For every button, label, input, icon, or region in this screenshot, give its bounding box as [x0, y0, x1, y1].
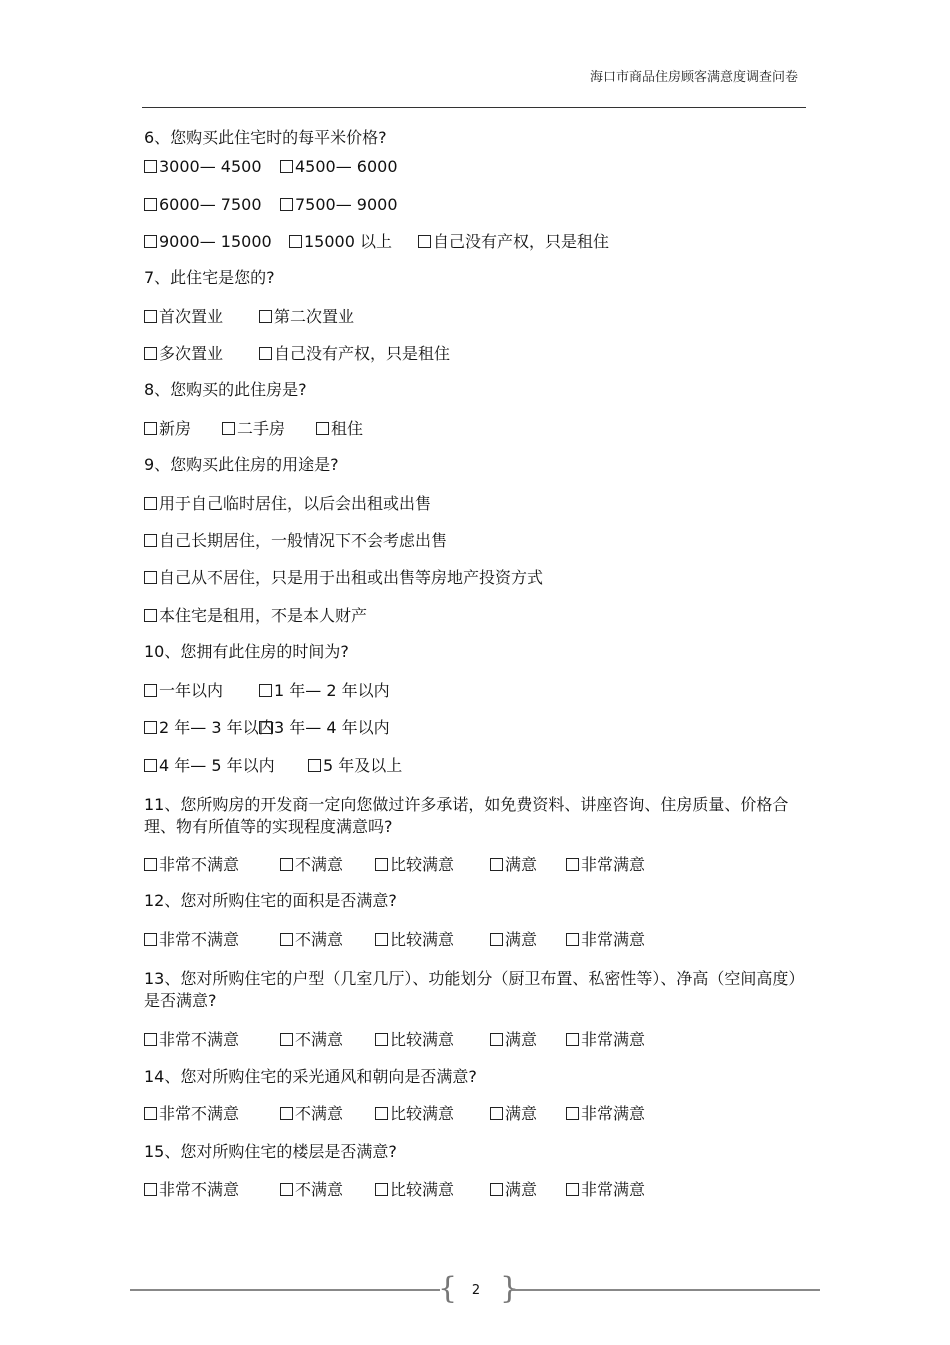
option-label: 15000 以上: [304, 232, 392, 251]
option-label: 自己没有产权，只是租住: [433, 232, 610, 251]
option-item[interactable]: [566, 1104, 645, 1124]
checkbox-icon[interactable]: [375, 1107, 388, 1120]
checkbox-icon[interactable]: [144, 310, 157, 323]
option-label: 非常满意: [581, 1030, 646, 1049]
question-11-text: 11、您所购房的开发商一定向您做过许多承诺，如免费资料、讲座咨询、住房质量、价格合理、物有所值等的实现程度满意吗?: [144, 795, 789, 836]
option-label: 满意: [505, 1030, 538, 1049]
option-item[interactable]: [289, 232, 392, 252]
option-item[interactable]: [144, 568, 543, 588]
option-label: 非常满意: [581, 1180, 646, 1199]
checkbox-icon[interactable]: [280, 1107, 293, 1120]
checkbox-icon[interactable]: [280, 858, 293, 871]
option-label: 新房: [159, 419, 192, 438]
option-label: 比较满意: [390, 1104, 455, 1123]
option-label: 非常满意: [581, 930, 646, 949]
option-item[interactable]: [144, 681, 223, 701]
question-6-text: 6、您购买此住宅时的每平米价格?: [144, 128, 387, 147]
option-label: 9000— 15000: [159, 232, 272, 251]
option-label: 比较满意: [390, 1030, 455, 1049]
checkbox-icon[interactable]: [259, 721, 272, 734]
option-label: 3 年— 4 年以内: [274, 718, 390, 737]
option-item[interactable]: [490, 855, 537, 875]
option-item[interactable]: [144, 756, 275, 776]
option-label: 自己长期居住，一般情况下不会考虑出售: [159, 531, 448, 550]
checkbox-icon[interactable]: [144, 759, 157, 772]
checkbox-icon[interactable]: [490, 1033, 503, 1046]
checkbox-icon[interactable]: [144, 422, 157, 435]
checkbox-icon[interactable]: [144, 198, 157, 211]
checkbox-icon[interactable]: [280, 933, 293, 946]
checkbox-icon[interactable]: [144, 933, 157, 946]
option-label: 非常满意: [581, 1104, 646, 1123]
option-label: 非常不满意: [159, 1030, 240, 1049]
question-12-text: 12、您对所购住宅的面积是否满意?: [144, 891, 397, 910]
option-label: 不满意: [295, 1104, 344, 1123]
option-item[interactable]: [316, 419, 363, 439]
option-item[interactable]: [144, 718, 275, 738]
option-label: 租住: [331, 419, 364, 438]
option-item[interactable]: [144, 307, 223, 327]
checkbox-icon[interactable]: [144, 721, 157, 734]
document-header-title: 海口市商品住房顾客满意度调查问卷: [589, 70, 798, 85]
checkbox-icon[interactable]: [222, 422, 235, 435]
option-label: 多次置业: [159, 344, 224, 363]
option-label: 5 年及以上: [323, 756, 403, 775]
checkbox-icon[interactable]: [308, 759, 321, 772]
option-label: 不满意: [295, 855, 344, 874]
option-item[interactable]: [490, 1180, 537, 1200]
option-item[interactable]: [490, 1104, 537, 1124]
option-label: 二手房: [237, 419, 286, 438]
option-label: 非常满意: [581, 855, 646, 874]
option-item[interactable]: [144, 606, 367, 626]
checkbox-icon[interactable]: [566, 1183, 579, 1196]
option-label: 6000— 7500: [159, 195, 262, 214]
option-item[interactable]: [259, 307, 354, 327]
checkbox-icon[interactable]: [280, 160, 293, 173]
checkbox-icon[interactable]: [144, 1183, 157, 1196]
option-item[interactable]: [566, 855, 645, 875]
option-item[interactable]: [280, 855, 343, 875]
checkbox-icon[interactable]: [144, 497, 157, 510]
option-label: 一年以内: [159, 681, 224, 700]
checkbox-icon[interactable]: [375, 933, 388, 946]
option-label: 1 年— 2 年以内: [274, 681, 390, 700]
footer-rule-right: [512, 1289, 820, 1291]
option-label: 自己从不居住，只是用于出租或出售等房地产投资方式: [159, 568, 544, 587]
checkbox-icon[interactable]: [144, 609, 157, 622]
checkbox-icon[interactable]: [566, 933, 579, 946]
option-item[interactable]: [144, 344, 223, 364]
option-label: 非常不满意: [159, 1104, 240, 1123]
checkbox-icon[interactable]: [280, 1183, 293, 1196]
checkbox-icon[interactable]: [375, 858, 388, 871]
option-label: 比较满意: [390, 930, 455, 949]
checkbox-icon[interactable]: [490, 1183, 503, 1196]
option-item[interactable]: [566, 1180, 645, 1200]
option-item[interactable]: [375, 1180, 454, 1200]
checkbox-icon[interactable]: [280, 198, 293, 211]
checkbox-icon[interactable]: [375, 1183, 388, 1196]
page-number: 2: [471, 1283, 481, 1298]
header-rule: [142, 107, 806, 108]
option-item[interactable]: [280, 1180, 343, 1200]
checkbox-icon[interactable]: [289, 235, 302, 248]
option-label: 满意: [505, 1180, 538, 1199]
question-7-text: 7、此住宅是您的?: [144, 268, 275, 287]
checkbox-icon[interactable]: [418, 235, 431, 248]
question-15-text: 15、您对所购住宅的楼层是否满意?: [144, 1142, 397, 1161]
option-item[interactable]: [222, 419, 285, 439]
checkbox-icon[interactable]: [259, 310, 272, 323]
checkbox-icon[interactable]: [144, 1107, 157, 1120]
option-item[interactable]: [280, 930, 343, 950]
checkbox-icon[interactable]: [144, 235, 157, 248]
option-label: 3000— 4500: [159, 157, 262, 176]
option-item[interactable]: [490, 930, 537, 950]
option-label: 满意: [505, 930, 538, 949]
option-item[interactable]: [280, 157, 398, 177]
checkbox-icon[interactable]: [144, 858, 157, 871]
option-item[interactable]: [280, 195, 398, 215]
checkbox-icon[interactable]: [490, 1107, 503, 1120]
option-item[interactable]: [144, 531, 447, 551]
checkbox-icon[interactable]: [144, 1033, 157, 1046]
footer-bracket-right: }: [500, 1271, 520, 1306]
checkbox-icon[interactable]: [259, 684, 272, 697]
option-label: 第二次置业: [274, 307, 355, 326]
option-item[interactable]: [418, 232, 609, 252]
option-item[interactable]: [490, 1030, 537, 1050]
checkbox-icon[interactable]: [566, 858, 579, 871]
option-label: 不满意: [295, 1030, 344, 1049]
checkbox-icon[interactable]: [144, 571, 157, 584]
option-label: 非常不满意: [159, 855, 240, 874]
option-label: 7500— 9000: [295, 195, 398, 214]
checkbox-icon[interactable]: [490, 933, 503, 946]
option-label: 满意: [505, 855, 538, 874]
option-item[interactable]: [144, 157, 262, 177]
checkbox-icon[interactable]: [280, 1033, 293, 1046]
question-8-text: 8、您购买的此住房是?: [144, 380, 307, 399]
checkbox-icon[interactable]: [566, 1033, 579, 1046]
option-label: 首次置业: [159, 307, 224, 326]
footer-bracket-left: {: [438, 1271, 458, 1306]
option-item[interactable]: [280, 1030, 343, 1050]
option-item[interactable]: [375, 1104, 454, 1124]
option-item[interactable]: [280, 1104, 343, 1124]
footer-rule-left: [130, 1289, 440, 1291]
option-label: 非常不满意: [159, 1180, 240, 1199]
checkbox-icon[interactable]: [375, 1033, 388, 1046]
option-item[interactable]: [375, 855, 454, 875]
option-item[interactable]: [144, 1030, 239, 1050]
option-label: 4 年— 5 年以内: [159, 756, 275, 775]
option-label: 2 年— 3 年以内: [159, 718, 275, 737]
option-label: 4500— 6000: [295, 157, 398, 176]
option-item[interactable]: [144, 232, 272, 252]
checkbox-icon[interactable]: [144, 160, 157, 173]
checkbox-icon[interactable]: [566, 1107, 579, 1120]
option-item[interactable]: [259, 681, 390, 701]
option-item[interactable]: [144, 1104, 239, 1124]
option-item[interactable]: [144, 930, 239, 950]
option-item[interactable]: [259, 718, 390, 738]
option-label: 非常不满意: [159, 930, 240, 949]
option-label: 比较满意: [390, 855, 455, 874]
option-label: 本住宅是租用，不是本人财产: [159, 606, 368, 625]
option-item[interactable]: [308, 756, 402, 776]
question-14-text: 14、您对所购住宅的采光通风和朝向是否满意?: [144, 1067, 477, 1086]
checkbox-icon[interactable]: [259, 347, 272, 360]
option-item[interactable]: [144, 855, 239, 875]
checkbox-icon[interactable]: [144, 684, 157, 697]
option-item[interactable]: [144, 195, 262, 215]
option-item[interactable]: [566, 930, 645, 950]
question-9-text: 9、您购买此住房的用途是?: [144, 455, 339, 474]
option-label: 满意: [505, 1104, 538, 1123]
option-item[interactable]: [375, 930, 454, 950]
option-label: 不满意: [295, 930, 344, 949]
option-item[interactable]: [566, 1030, 645, 1050]
option-item[interactable]: [144, 494, 431, 514]
option-label: 用于自己临时居住，以后会出租或出售: [159, 494, 432, 513]
option-item[interactable]: [144, 1180, 239, 1200]
checkbox-icon[interactable]: [144, 534, 157, 547]
option-item[interactable]: [375, 1030, 454, 1050]
option-item[interactable]: [144, 419, 191, 439]
checkbox-icon[interactable]: [316, 422, 329, 435]
option-label: 不满意: [295, 1180, 344, 1199]
checkbox-icon[interactable]: [144, 347, 157, 360]
option-item[interactable]: [259, 344, 450, 364]
option-label: 比较满意: [390, 1180, 455, 1199]
question-13-text: 13、您对所购住宅的户型（几室几厅）、功能划分（厨卫布置、私密性等）、净高（空间高度）是否满意?: [144, 969, 805, 1010]
checkbox-icon[interactable]: [490, 858, 503, 871]
option-label: 自己没有产权，只是租住: [274, 344, 451, 363]
question-10-text: 10、您拥有此住房的时间为?: [144, 642, 349, 661]
